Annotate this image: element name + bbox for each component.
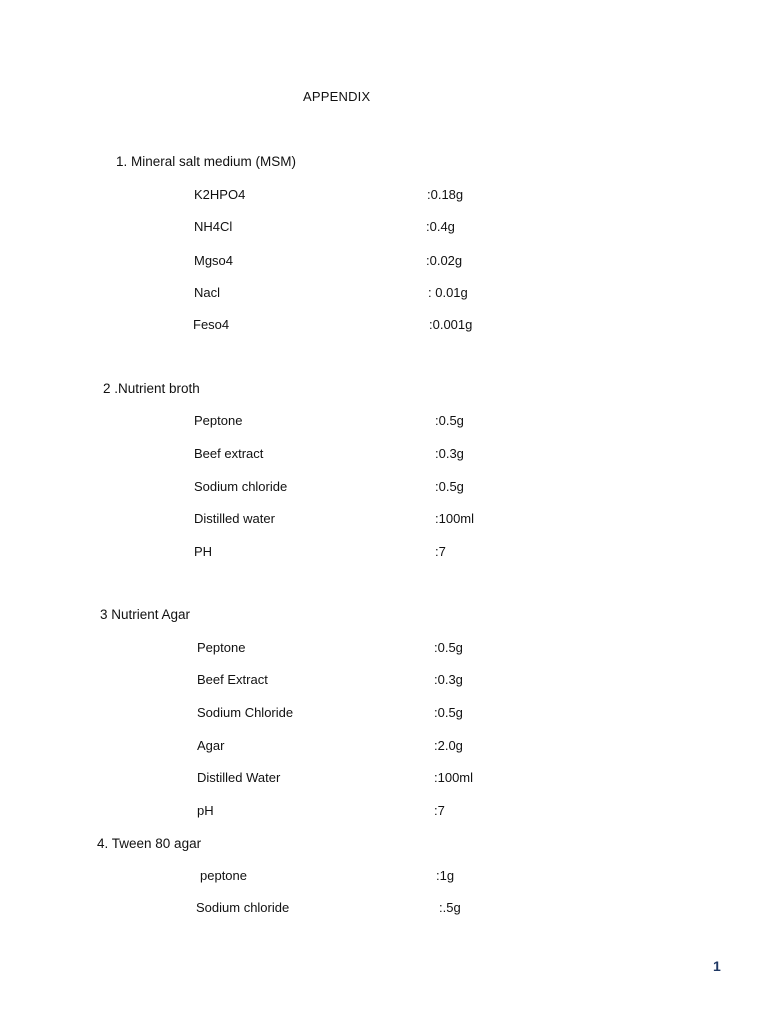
- item-value: :0.3g: [434, 672, 463, 687]
- item-value: :100ml: [435, 511, 475, 526]
- page-title: APPENDIX: [303, 89, 371, 104]
- item-name: Sodium chloride: [196, 900, 290, 915]
- item-value: :0.001g: [429, 317, 473, 332]
- item-value: :0.02g: [426, 253, 463, 268]
- page-number: 1: [713, 958, 721, 974]
- item-name: Peptone: [194, 413, 243, 428]
- section-heading-tween-80-agar: 4. Tween 80 agar: [97, 836, 202, 851]
- item-value: :0.3g: [435, 446, 464, 461]
- item-value: :7: [434, 803, 445, 818]
- item-value: :2.0g: [434, 738, 463, 753]
- item-name: Agar: [197, 738, 225, 753]
- item-name: Distilled Water: [197, 770, 281, 785]
- item-name: peptone: [200, 868, 247, 883]
- item-name: K2HPO4: [194, 187, 246, 202]
- item-name: Beef extract: [194, 446, 264, 461]
- item-name: Sodium chloride: [194, 479, 288, 494]
- item-name: Peptone: [197, 640, 246, 655]
- item-value: :0.5g: [435, 479, 464, 494]
- item-value: :0.5g: [434, 705, 463, 720]
- item-value: :.5g: [439, 900, 461, 915]
- item-name: Beef Extract: [197, 672, 268, 687]
- item-name: Mgso4: [194, 253, 234, 268]
- item-value: : 0.01g: [428, 285, 468, 300]
- section-heading-nutrient-broth: 2 .Nutrient broth: [103, 381, 200, 396]
- item-value: :100ml: [434, 770, 474, 785]
- section-heading-nutrient-agar: 3 Nutrient Agar: [100, 607, 191, 622]
- item-value: :0.4g: [426, 219, 455, 234]
- item-name: Distilled water: [194, 511, 275, 526]
- item-name: Nacl: [194, 285, 221, 300]
- item-name: Feso4: [193, 317, 230, 332]
- item-value: :7: [435, 544, 446, 559]
- item-name: NH4Cl: [194, 219, 233, 234]
- item-value: :0.5g: [434, 640, 463, 655]
- item-value: :0.18g: [427, 187, 464, 202]
- section-heading-mineral-salt-medium: 1. Mineral salt medium (MSM): [116, 154, 297, 169]
- item-name: PH: [194, 544, 213, 559]
- item-name: Sodium Chloride: [197, 705, 294, 720]
- item-value: :0.5g: [435, 413, 464, 428]
- item-name: pH: [197, 803, 214, 818]
- item-value: :1g: [436, 868, 455, 883]
